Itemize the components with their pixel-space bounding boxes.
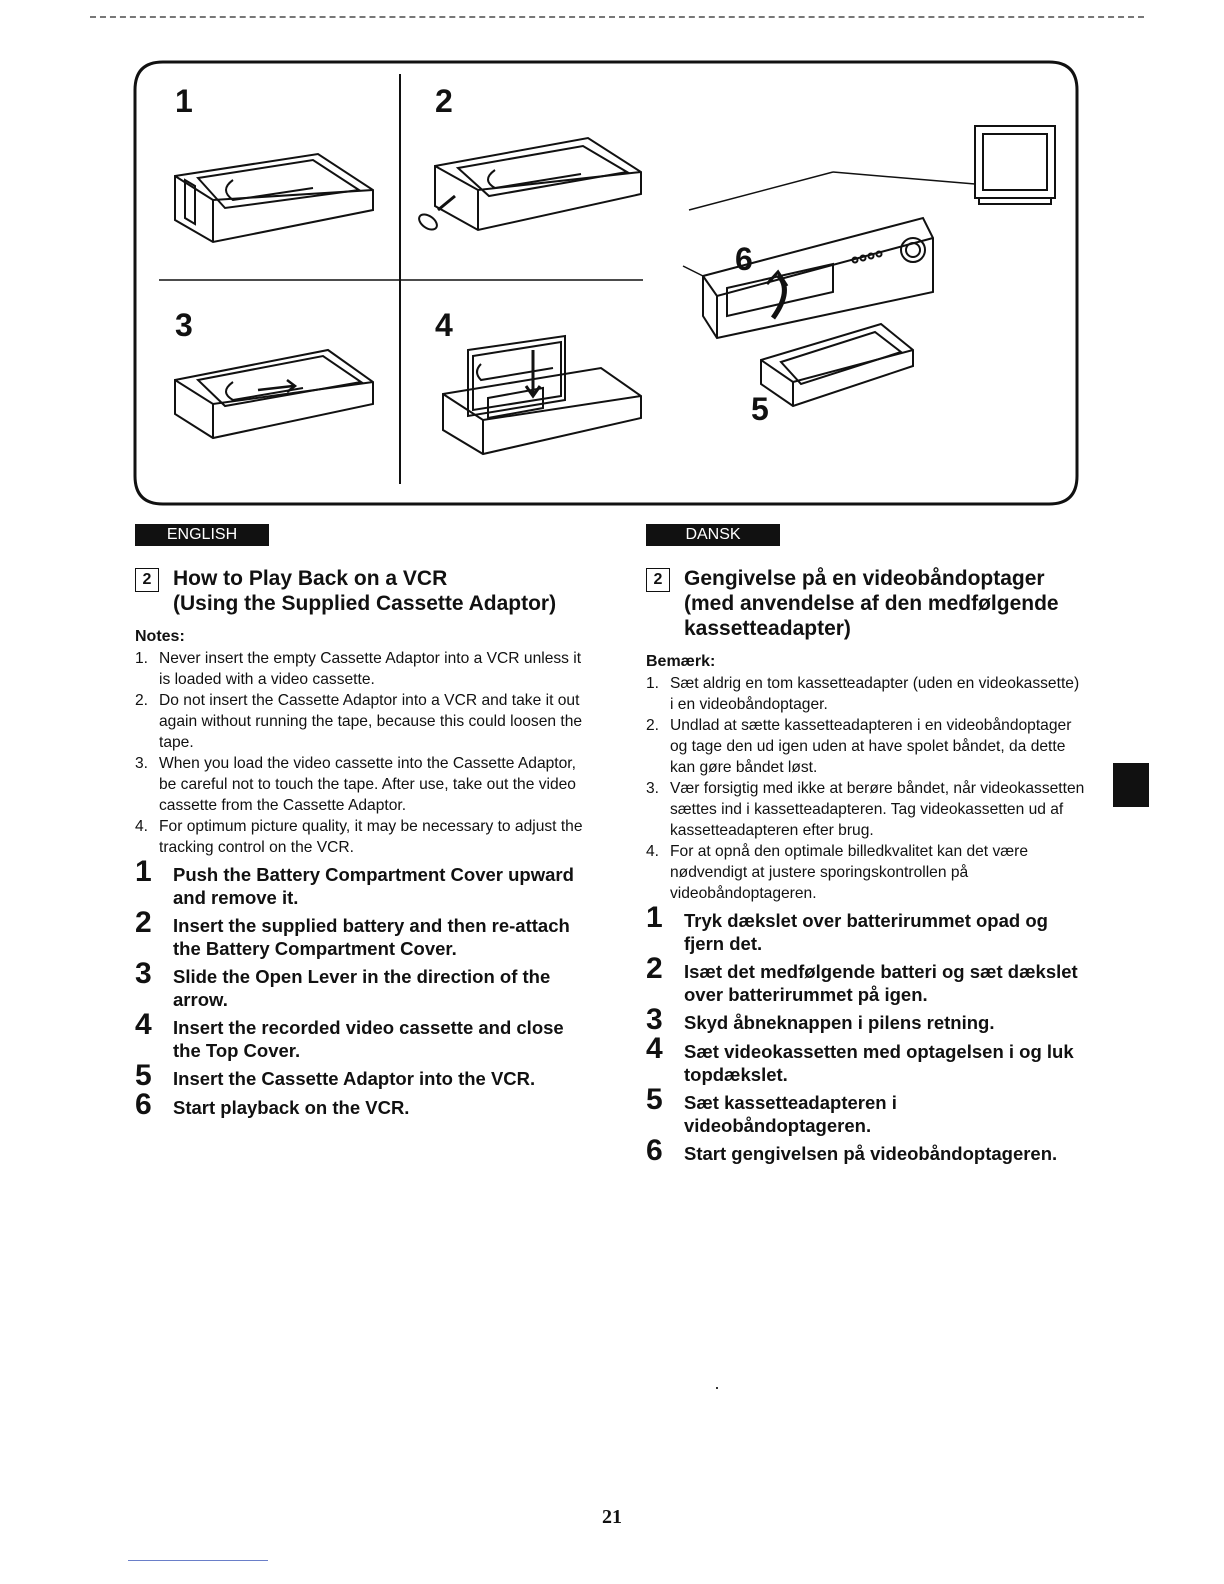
dansk-column [646, 524, 1086, 1166]
step-text: Insert the recorded video cassette and close the Top Cover. [173, 1017, 564, 1061]
cassette-adaptor-drawing-1 [175, 154, 373, 242]
note-number: 2. [135, 692, 149, 709]
step-text: Slide the Open Lever in the direction of the arrow. [173, 966, 551, 1010]
note-number: 4. [135, 818, 149, 835]
figure-label-2: 2 [435, 83, 453, 119]
note-number: 3. [646, 780, 660, 797]
note-item [135, 816, 595, 858]
note-number: 4. [646, 843, 660, 860]
step-item [646, 1083, 1086, 1137]
section-title: Gengivelse på en videobåndoptager (med anvendelse af den medfølgende kassetteadapter) [684, 567, 1059, 640]
section-thumb-tab [1113, 763, 1149, 807]
page-number: 21 [602, 1506, 622, 1528]
note-number: 3. [135, 755, 149, 772]
step-text: Skyd åbneknappen i pilens retning. [684, 1012, 995, 1033]
step-text: Tryk dækslet over batterirummet opad og fjern det. [684, 910, 1048, 954]
note-item [646, 778, 1086, 841]
step-item [135, 855, 595, 909]
step-text: Start gengivelsen på videobåndoptageren. [684, 1143, 1058, 1164]
note-item [135, 690, 595, 753]
step-number: 6 [135, 1088, 152, 1121]
steps-list [646, 901, 1086, 1167]
step-text: Insert the supplied battery and then re-attach the Battery Compartment Cover. [173, 915, 570, 959]
language-tag-english: ENGLISH [135, 524, 269, 546]
note-item [135, 648, 595, 690]
step-number: 5 [646, 1083, 663, 1116]
step-number: 3 [135, 957, 152, 990]
step-number: 3 [646, 1003, 663, 1036]
section-number-box: 2 [646, 568, 670, 592]
step-number: 1 [646, 901, 663, 934]
television-drawing [975, 126, 1055, 204]
figure-label-1: 1 [175, 83, 193, 119]
note-item [646, 841, 1086, 904]
notes-list [646, 673, 1086, 904]
note-text: When you load the video cassette into the Cassette Adaptor, be careful not to touch the tape. After use, take out the video cassette from the Cassette Adaptor. [159, 755, 576, 814]
step-item [135, 1059, 595, 1092]
note-item [646, 715, 1086, 778]
step-item [646, 1134, 1086, 1167]
note-number: 1. [135, 650, 149, 667]
step-number: 5 [135, 1059, 152, 1092]
note-text: Undlad at sætte kassetteadapteren i en videobåndoptager og tage den ud igen uden at have spolet båndet, da dette kan gøre båndet løst. [670, 717, 1072, 776]
cassette-adaptor-drawing-4 [443, 336, 641, 454]
figure-label-5: 5 [751, 391, 769, 427]
step-text: Start playback on the VCR. [173, 1097, 410, 1118]
note-text: For optimum picture quality, it may be necessary to adjust the tracking control on the VCR. [159, 818, 583, 856]
cassette-adaptor-drawing-5 [761, 324, 913, 406]
section-title: How to Play Back on a VCR (Using the Supplied Cassette Adaptor) [173, 567, 557, 615]
step-number: 4 [646, 1032, 663, 1065]
figure-label-4: 4 [435, 307, 453, 343]
notes-list [135, 648, 595, 858]
connection-cable-1 [689, 172, 833, 210]
section-heading-english [135, 566, 595, 616]
section-heading-dansk [646, 566, 1086, 641]
note-item [135, 753, 595, 816]
note-text: Sæt aldrig en tom kassetteadapter (uden en videokassette) i en videobåndoptager. [670, 675, 1080, 713]
figure-illustration [133, 60, 1079, 506]
step-text: Sæt kassetteadapteren i videobåndoptageren. [684, 1092, 897, 1136]
scan-speck [716, 1387, 718, 1389]
language-tag-dansk: DANSK [646, 524, 780, 546]
english-column [135, 524, 595, 1120]
step-item [135, 906, 595, 960]
instruction-figure [133, 60, 1079, 506]
battery-icon [416, 211, 439, 232]
step-item [135, 957, 595, 1011]
step-number: 2 [646, 952, 663, 985]
step-number: 6 [646, 1134, 663, 1167]
step-number: 1 [135, 855, 152, 888]
note-number: 2. [646, 717, 660, 734]
note-text: Do not insert the Cassette Adaptor into a VCR and take it out again without running the tape, because this could loosen the tape. [159, 692, 583, 751]
note-text: Never insert the empty Cassette Adaptor into a VCR unless it is loaded with a video cassette. [159, 650, 582, 688]
step-text: Isæt det medfølgende batteri og sæt dækslet over batterirummet på igen. [684, 961, 1078, 1005]
note-item [646, 673, 1086, 715]
figure-label-3: 3 [175, 307, 193, 343]
slide-arrow-icon [258, 386, 293, 390]
top-scan-line [90, 16, 1144, 18]
step-item [646, 1032, 1086, 1086]
step-item [135, 1008, 595, 1062]
note-text: For at opnå den optimale billedkvalitet kan det være nødvendigt at justere sporingskontrollen på videobåndoptageren. [670, 843, 1028, 902]
steps-list [135, 855, 595, 1121]
cassette-adaptor-drawing-3 [175, 350, 373, 438]
bottom-scan-line [128, 1560, 268, 1561]
step-item [646, 952, 1086, 1006]
step-text: Sæt videokassetten med optagelsen i og luk topdækslet. [684, 1041, 1074, 1085]
step-text: Push the Battery Compartment Cover upward and remove it. [173, 864, 574, 908]
connection-cable-2 [833, 172, 975, 184]
step-item [135, 1088, 595, 1121]
note-number: 1. [646, 675, 660, 692]
section-number-box: 2 [135, 568, 159, 592]
step-item [646, 1003, 1086, 1036]
figure-label-6: 6 [735, 241, 753, 277]
step-number: 4 [135, 1008, 152, 1041]
step-item [646, 901, 1086, 955]
note-text: Vær forsigtig med ikke at berøre båndet, når videokassetten sættes ind i kassetteadapteren. Tag videokassetten ud af kassetteadapteren efter brug. [670, 780, 1085, 839]
vcr-drawing [683, 218, 933, 338]
step-text: Insert the Cassette Adaptor into the VCR. [173, 1068, 536, 1089]
step-number: 2 [135, 906, 152, 939]
notes-label: Notes: [135, 628, 185, 645]
cassette-adaptor-drawing-2 [416, 138, 641, 233]
figure-frame [135, 62, 1077, 504]
notes-label: Bemærk: [646, 653, 716, 670]
